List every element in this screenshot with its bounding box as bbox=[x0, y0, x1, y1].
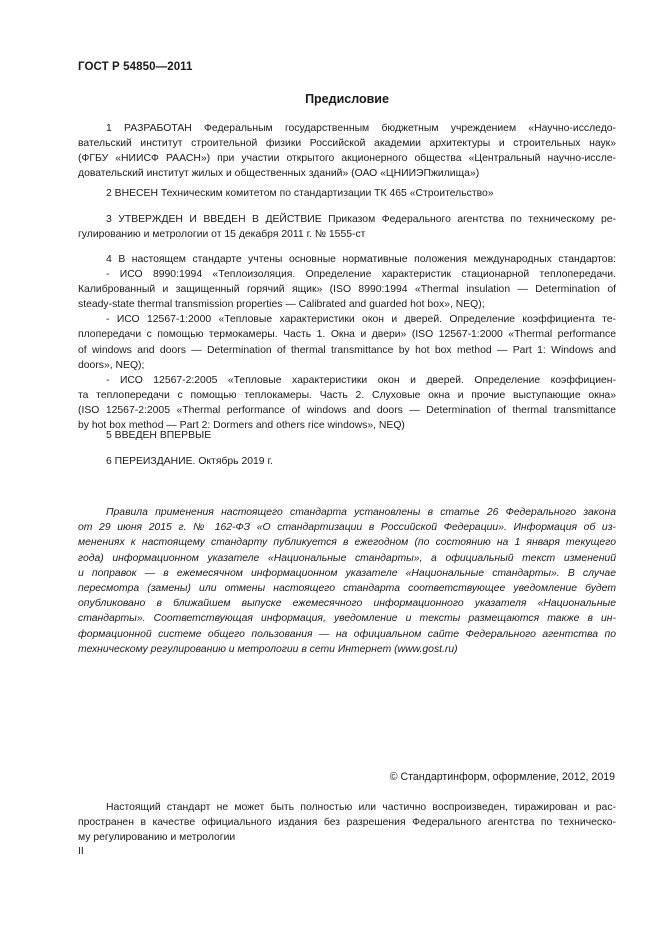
section-4-line: 4 В настоящем стандарте учтены основные нормативные положения международных стандартов: bbox=[106, 254, 616, 265]
note-line: менениях к настоящему стандарту публикуется в ежегодном (по состоянию на 1 января текущего bbox=[78, 537, 616, 549]
section-4-line: of windows and doors — Determination of thermal transmittance by hot box method — Part 1: Windows and bbox=[78, 344, 616, 356]
note-line: от 29 июня 2015 г. № 162-ФЗ «О стандартизации в Российской Федерации». Информация об из- bbox=[78, 522, 616, 534]
section-4-line: by hot box method — Part 2: Dormers and others rice windows», NEQ) bbox=[78, 420, 405, 432]
page-number: II bbox=[78, 845, 84, 857]
note-line: Правила применения настоящего стандарта установлены в статье 26 Федерального закона bbox=[106, 507, 616, 518]
note-line: опубликовано в ближайшем выпуске ежемесячного информационного указателя «Национальные bbox=[78, 598, 616, 610]
standard-id: ГОСТ Р 54850—2011 bbox=[78, 61, 193, 73]
section-4-line: Калиброванный и защищенный горячий ящик» (ISO 8990:1994 «Thermal insulation — Determination of bbox=[78, 284, 616, 296]
note-line: года) информационном указателе «Национальные стандарты», а официальный текст изменений bbox=[78, 552, 616, 564]
section-1-line: (ФГБУ «НИИСФ РААСН») при участии открытого акционерного общества «Центральный научно-иссле- bbox=[78, 153, 616, 165]
section-2 bbox=[78, 186, 616, 201]
page-title: Предисловие bbox=[305, 92, 389, 106]
section-5-line: 5 ВВЕДЕН ВПЕРВЫЕ bbox=[106, 430, 212, 441]
section-3-line: гулированию и метрологии от 15 декабря 2011 г. № 1555-ст bbox=[78, 229, 366, 241]
section-1 bbox=[78, 121, 616, 181]
section-2-line: 2 ВНЕСЕН Техническим комитетом по стандартизации ТК 465 «Строительство» bbox=[106, 188, 494, 199]
section-4-line: steady-state thermal transmission properties — Calibrated and guarded hot box», NEQ); bbox=[78, 299, 485, 311]
note-line: стандарты». Соответствующая информация, уведомление и тексты размещаются также в ин- bbox=[78, 613, 616, 625]
section-5 bbox=[78, 428, 616, 443]
reproduction-notice bbox=[78, 800, 616, 845]
section-4-line: doors», NEQ); bbox=[78, 359, 145, 371]
section-3-line: 3 УТВЕРЖДЕН И ВВЕДЕН В ДЕЙСТВИЕ Приказом Федерального агентства по техническому ре- bbox=[106, 214, 616, 225]
section-3 bbox=[78, 212, 616, 242]
note-line: пересмотра (замены) или отмены настоящего стандарта соответствующее уведомление будет bbox=[78, 583, 616, 595]
section-4-line: - ИСО 8990:1994 «Теплоизоляция. Определение характеристик стационарной теплопередачи. bbox=[106, 269, 616, 281]
section-4-line: (ISO 12567-2:2005 «Thermal performance of windows and doors — Determination of thermal transmittance bbox=[78, 404, 616, 416]
footer-line: му регулированию и метрологии bbox=[78, 832, 236, 844]
section-1-line: вательский институт строительной физики Российской академии архитектуры и строительных наук» bbox=[78, 138, 616, 150]
section-4-line: плопередачи с помощью термокамеры. Часть 1. Окна и двери» (ISO 12567-1:2000 «Thermal performance bbox=[78, 329, 616, 341]
footer-line: пространен в качестве официального издания без разрешения Федерального агентства по техническо- bbox=[78, 817, 616, 829]
copyright: © Стандартинформ, оформление, 2012, 2019 bbox=[389, 771, 615, 783]
note-line: и поправок — в ежемесячном информационном указателе «Национальные стандарты». В случае bbox=[78, 567, 616, 579]
section-4-line: та теплопередачи с помощью теплокамеры. Часть 2. Слуховые окна и прочие выступающие окна» bbox=[78, 389, 616, 401]
note-line: формационной системе общего пользования — на официальном сайте Федерального агентства по bbox=[78, 628, 616, 640]
section-1-line: довательский институт жилых и общественных зданий» (ОАО «ЦНИИЭПжилища») bbox=[78, 168, 480, 180]
section-6 bbox=[78, 454, 616, 469]
section-6-line: 6 ПЕРЕИЗДАНИЕ. Октябрь 2019 г. bbox=[106, 456, 273, 467]
section-4-line: - ИСО 12567-2:2005 «Тепловые характеристики окон и дверей. Определение коэффициен- bbox=[106, 374, 616, 386]
section-4 bbox=[78, 252, 616, 433]
note-line: техническому регулированию и метрологии в сети Интернет (www.gost.ru) bbox=[78, 643, 458, 655]
footer-line: Настоящий стандарт не может быть полностью или частично воспроизведен, тиражирован и рас- bbox=[106, 802, 616, 813]
usage-rules-note bbox=[78, 505, 616, 657]
section-1-line: 1 РАЗРАБОТАН Федеральным государственным бюджетным учреждением «Научно-исследо- bbox=[106, 123, 616, 134]
section-4-line: - ИСО 12567-1:2000 «Тепловые характеристики окон и дверей. Определение коэффициента те- bbox=[106, 314, 616, 326]
